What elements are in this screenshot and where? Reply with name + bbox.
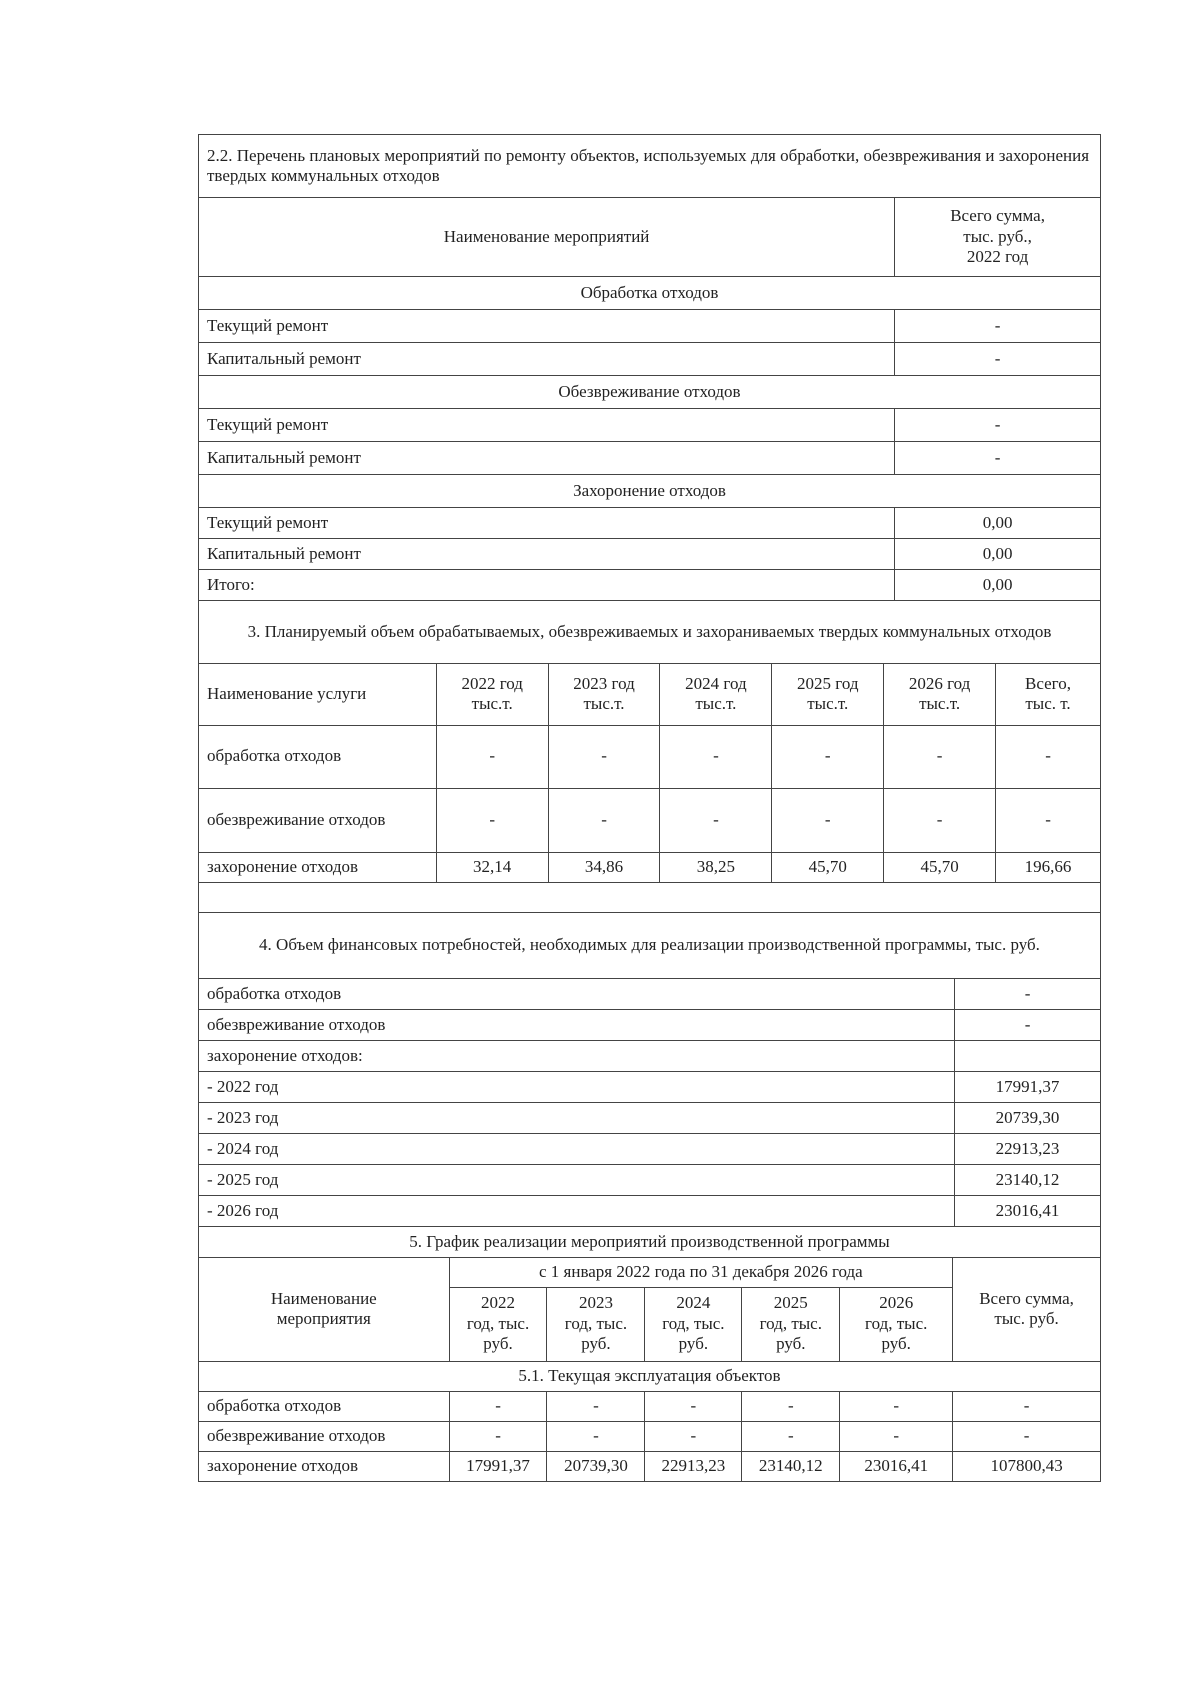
planned-volume-table [198,601,1101,913]
row-label: захоронение отходов: [199,1041,955,1072]
row-value [955,1041,1101,1072]
row-label: Капитальный ремонт [199,539,895,570]
row-label: Текущий ремонт [199,310,895,343]
col-header-total: Всего, тыс. т. [996,663,1101,725]
row-label: Капитальный ремонт [199,442,895,475]
year-label: - 2022 год [199,1072,955,1103]
year-label: - 2023 год [199,1103,955,1134]
row-label: Капитальный ремонт [199,343,895,376]
col-header-2022: 2022 год тыс.т. [436,663,548,725]
table-row: обработка отходов - - - - - - [199,725,1101,788]
table-row: захоронение отходов 17991,37 20739,30 22913,23 23140,12 23016,41 107800,43 [199,1451,1101,1481]
col-header-total-sum: Всего сумма, тыс. руб., 2022 год [895,198,1101,277]
document-page [198,134,1101,1482]
period-header: с 1 января 2022 года по 31 декабря 2026 года [449,1257,953,1287]
col-header-2026: 2026 год, тыс. руб. [840,1287,953,1361]
financial-needs-table [198,913,1101,1228]
table-row: обезвреживание отходов - - - - - - [199,1421,1101,1451]
year-label: - 2024 год [199,1134,955,1165]
repair-measures-table [198,134,1101,601]
col-header-total-sum: Всего сумма, тыс. руб. [953,1257,1101,1361]
year-label: - 2025 год [199,1165,955,1196]
row-value: - [895,310,1101,343]
row-label: обработка отходов [199,979,955,1010]
section-5-title: 5. График реализации мероприятий производственной программы [199,1227,1101,1257]
col-header-2024: 2024 год, тыс. руб. [645,1287,742,1361]
group-header: Обработка отходов [199,277,1101,310]
row-label: Текущий ремонт [199,508,895,539]
row-value: - [895,442,1101,475]
col-header-measure: Наименование мероприятия [199,1257,450,1361]
year-value: 22913,23 [955,1134,1101,1165]
group-header: Захоронение отходов [199,475,1101,508]
year-label: - 2026 год [199,1196,955,1227]
col-header-2025: 2025 год, тыс. руб. [742,1287,840,1361]
row-label: Текущий ремонт [199,409,895,442]
col-header-measure-name: Наименование мероприятий [199,198,895,277]
year-value: 20739,30 [955,1103,1101,1134]
col-header-2023: 2023 год тыс.т. [548,663,660,725]
row-value: - [955,979,1101,1010]
year-value: 23016,41 [955,1196,1101,1227]
row-value: 0,00 [895,508,1101,539]
col-header-2022: 2022 год, тыс. руб. [449,1287,547,1361]
total-value: 0,00 [895,570,1101,601]
row-value: 0,00 [895,539,1101,570]
col-header-service: Наименование услуги [199,663,437,725]
spacer-row [199,882,1101,912]
total-label: Итого: [199,570,895,601]
table-row: обезвреживание отходов - - - - - - [199,788,1101,852]
schedule-table [198,1227,1101,1482]
table-row: захоронение отходов 32,14 34,86 38,25 45,70 45,70 196,66 [199,852,1101,882]
section-4-title: 4. Объем финансовых потребностей, необходимых для реализации производственной программы, тыс. руб. [199,913,1101,979]
col-header-2024: 2024 год тыс.т. [660,663,772,725]
col-header-2023: 2023 год, тыс. руб. [547,1287,645,1361]
section-3-title: 3. Планируемый объем обрабатываемых, обезвреживаемых и захораниваемых твердых коммунальных отходов [199,601,1101,663]
col-header-2026: 2026 год тыс.т. [884,663,996,725]
section-2-2-title: 2.2. Перечень плановых мероприятий по ремонту объектов, используемых для обработки, обезвреживания и захоронения твердых коммунальных отходов [199,135,1101,198]
row-label: обезвреживание отходов [199,1010,955,1041]
group-header: Обезвреживание отходов [199,376,1101,409]
table-row: обработка отходов - - - - - - [199,1391,1101,1421]
subsection-5-1-title: 5.1. Текущая эксплуатация объектов [199,1361,1101,1391]
row-value: - [895,343,1101,376]
year-value: 23140,12 [955,1165,1101,1196]
year-value: 17991,37 [955,1072,1101,1103]
row-value: - [955,1010,1101,1041]
row-value: - [895,409,1101,442]
col-header-2025: 2025 год тыс.т. [772,663,884,725]
